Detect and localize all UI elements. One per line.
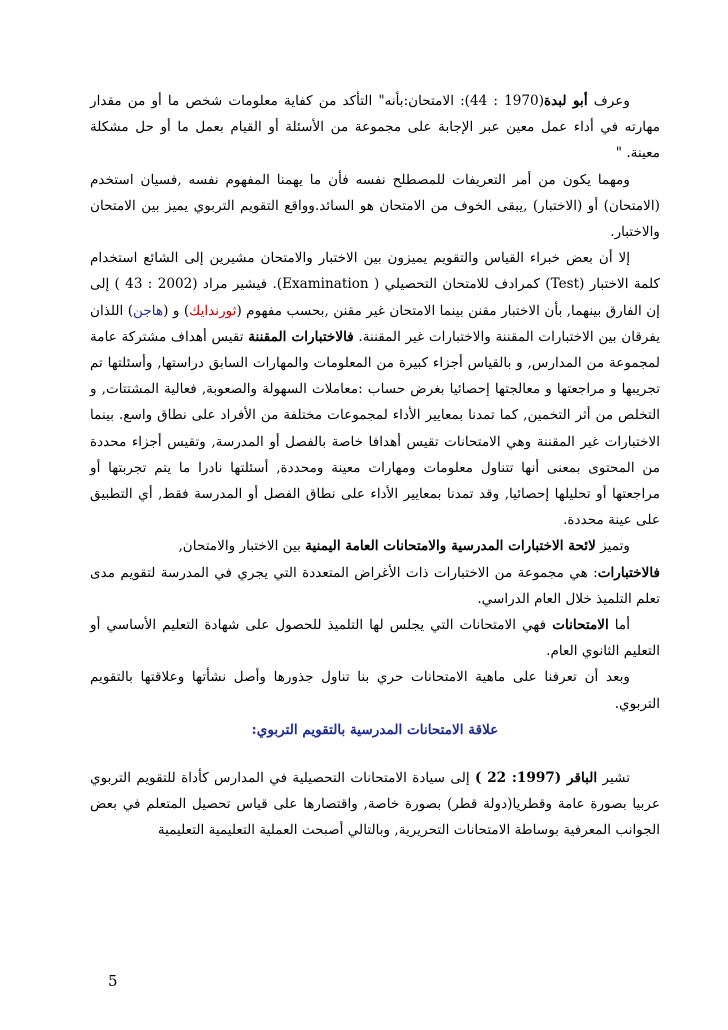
paragraph-definition: وعرف أبو لبدة(1970 : 44): الامتحان:بأنه" التأكد من كفاية معلومات شخص ما أو من مقدار مهارته في أداء عمل معين عبر الإجابة على مجموعة من الأسئلة أو القيام بعمل ما أو حل مشكلة معينة. " xyxy=(90,93,660,162)
name-thorndike: ثورندايك xyxy=(189,302,237,319)
section-heading-line xyxy=(90,717,660,743)
page-number: 5 xyxy=(108,972,118,990)
paragraph-exams: أما الامتحانات فهي الامتحانات التي يجلس لها التلميذ للحصول على شهادة التعليم الأساسي أو التعليم الثانوي العام. xyxy=(90,617,660,660)
paragraph-transition: وبعد أن تعرفنا على ماهية الامتحانات حري بنا تناول جذورها وأصل نشأتها وعلاقتها بالتقويم التربوي. xyxy=(90,669,660,712)
citation-baqer: (1997: 22 ) xyxy=(475,770,567,787)
paragraph-yemeni-regulation: وتميز لائحة الاختبارات المدرسية والامتحانات العامة اليمنية بين الاختبار والامتحان, xyxy=(178,538,630,555)
name-hagen: هاجن xyxy=(133,302,164,319)
spacer xyxy=(90,743,660,765)
paragraph-baqer: تشير الباقر (1997: 22 ) إلى سيادة الامتحانات التحصيلية في المدارس كأداة للتقويم التربوي عربيا بصورة عامة وقطريا(دولة قطر) بصورة خاصة, واقتصارها على قياس تحصيل المتعلم في بعض الجوانب المعرفية بوساطة الامتحانات التحريرية, وبالتالي أصبحت العملية التعليمية التعليمية xyxy=(90,770,660,839)
term-standardized-tests: فالاختبارات المقننة xyxy=(248,328,354,345)
paragraph-tests: فالاختبارات: هي مجموعة من الاختبارات ذات الأغراض المتعددة التي يجري في المدرسة لتقويم مدى تعلم التلميذ خلال العام الدراسي. xyxy=(90,564,660,607)
regulation-title: لائحة الاختبارات المدرسية والامتحانات العامة اليمنية xyxy=(305,538,596,555)
term-tests: فالاختبارات xyxy=(597,564,660,581)
paragraph-distinction: إلا أن بعض خبراء القياس والتقويم يميزون بين الاختبار والامتحان مشيرين إلى الشائع استخدام كلمة الاختبار (Test) كمرادف للامتحان التحصيلي ( Examination). فيشير مراد (2002 : 43 ) إلى إن الفارق بينهما, بأن الاختبار مقنن بينما الامتحان غير مقنن ,بحسب مفهوم (ثورندايك) و (هاجن) اللذان يفرقان بين الاختبارات المقننة والاختبارات غير المقننة. فالاختبارات المقننة تقيس أهداف مشتركة عامة لمجموعة من المدارس, و بالقياس أجزاء كبيرة من المعلومات والمهارات السابق دراستها, وأسئلتها تم تجريبها و مراجعتها و معالجتها إحصائيا بغرض حساب :معاملات السهولة والصعوبة, فعالية المشتتات, و التخلص من أثر التخمين, كما تمدنا بمعايير الأداء لمجموعات مختلفة من الأفراد على نطاق واسع. بينما الاختبارات غير المقننة وهي الامتحانات تقيس أهدافا خاصة بالفصل أو المدرسة, وتقيس أجزاء محددة من المحتوى بمعنى أنها تتناول معلومات ومهارات معينة ومحددة, أسئلتها نادرا ما يتم تجربتها أو مراجعتها أو تحليلها إحصائيا, وقد تمدنا بمعايير الأداء على نطاق الفصل أو المدرسة فقط, أي التطبيق على عينة محددة. xyxy=(90,250,661,529)
term-exams: الامتحانات xyxy=(552,617,609,634)
section-heading: علاقة الامتحانات المدرسية بالتقويم التربوي: xyxy=(251,721,499,738)
author-baqer: الباقر xyxy=(566,770,598,787)
paragraph-terms: ومهما يكون من أمر التعريفات للمصطلح نفسه فأن ما يهمنا المفهوم نفسه ,فسيان استخدم (الامتحان) أو (الاختبار) ,يبقى الخوف من الامتحان هو السائد.وواقع التقويم التربوي يميز بين الامتحان والاختبار. xyxy=(90,171,660,241)
author-name: أبو لبدة xyxy=(544,93,588,109)
document-body xyxy=(90,88,660,844)
